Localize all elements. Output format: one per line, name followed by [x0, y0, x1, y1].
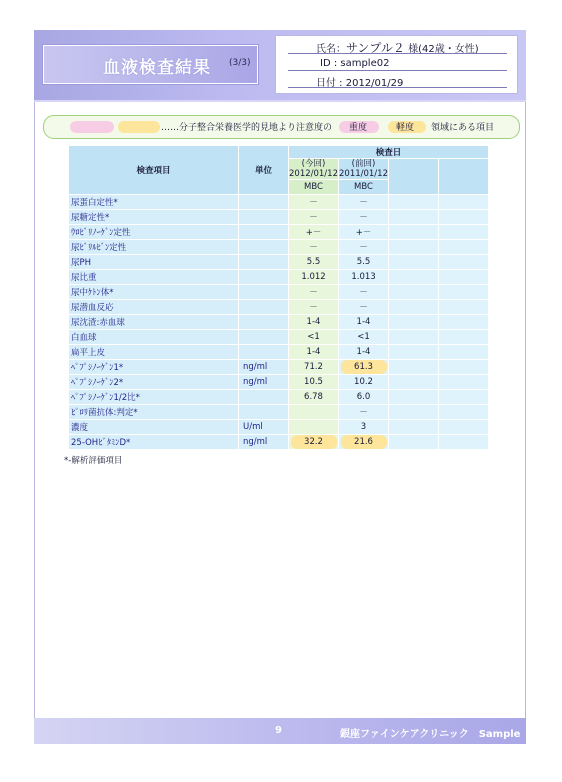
- empty-cell: [389, 330, 439, 345]
- table-row: [69, 270, 489, 285]
- previous-value: －: [339, 285, 389, 300]
- table-row: [69, 225, 489, 240]
- empty-cell: [389, 315, 439, 330]
- item-name: ﾍﾟﾌﾟｼﾉｰｹﾞﾝ1/2比*: [69, 390, 239, 405]
- unit: [239, 285, 289, 300]
- empty-cell: [389, 270, 439, 285]
- empty-cell: [389, 435, 439, 450]
- legend-high-label: 重度: [349, 123, 368, 133]
- empty-cell: [439, 360, 489, 375]
- empty-cell: [439, 300, 489, 315]
- legend-end-text: 領域にある項目: [431, 123, 495, 133]
- current-value: [289, 420, 339, 435]
- empty-cell: [389, 405, 439, 420]
- highlight-pill: 61.3: [341, 360, 387, 374]
- unit: ng/ml: [239, 435, 289, 450]
- item-name: ﾋﾟﾛﾘ菌抗体:判定*: [69, 405, 239, 420]
- legend-bar: [43, 115, 520, 139]
- empty-cell: [389, 375, 439, 390]
- unit: [239, 270, 289, 285]
- table-row: [69, 420, 489, 435]
- previous-lab: MBC: [339, 180, 389, 195]
- previous-value: 1-4: [339, 315, 389, 330]
- table-row: [69, 330, 489, 345]
- table-row: [69, 210, 489, 225]
- unit: U/ml: [239, 420, 289, 435]
- header-row-1: [69, 146, 489, 159]
- unit: ng/ml: [239, 375, 289, 390]
- previous-label: (前回): [351, 159, 376, 169]
- results-table: [68, 145, 489, 450]
- empty-cell: [439, 345, 489, 360]
- empty-cell: [389, 285, 439, 300]
- item-name: 尿糖定性*: [69, 210, 239, 225]
- previous-value: 10.2: [339, 375, 389, 390]
- item-name: 濃度: [69, 420, 239, 435]
- item-name: 25-OHﾋﾞﾀﾐﾝD*: [69, 435, 239, 450]
- empty-cell: [439, 315, 489, 330]
- empty-cell: [389, 195, 439, 210]
- highlight-pill: 21.6: [341, 435, 387, 449]
- table-row: [69, 345, 489, 360]
- table-row: [69, 390, 489, 405]
- item-name: ﾍﾟﾌﾟｼﾉｰｹﾞﾝ1*: [69, 360, 239, 375]
- empty-cell: [389, 360, 439, 375]
- unit: ng/ml: [239, 360, 289, 375]
- table-row: [69, 195, 489, 210]
- empty-cell: [439, 420, 489, 435]
- current-value: 10.5: [289, 375, 339, 390]
- item-name: 尿沈渣:赤血球: [69, 315, 239, 330]
- header-unit: 単位: [239, 146, 289, 195]
- empty-cell: [439, 435, 489, 450]
- empty-cell: [439, 375, 489, 390]
- unit: [239, 225, 289, 240]
- unit: [239, 330, 289, 345]
- current-value: －: [289, 240, 339, 255]
- empty-cell: [389, 420, 439, 435]
- header-empty-1: [389, 159, 439, 195]
- header-item: 検査項目: [69, 146, 239, 195]
- patient-name: サンプル２: [346, 41, 405, 55]
- item-name: 白血球: [69, 330, 239, 345]
- empty-cell: [439, 285, 489, 300]
- previous-value: <1: [339, 330, 389, 345]
- previous-value: [339, 435, 389, 450]
- table-row: [69, 315, 489, 330]
- item-name: 尿中ｹﾄﾝ体*: [69, 285, 239, 300]
- table-row: [69, 375, 489, 390]
- current-value: [289, 405, 339, 420]
- previous-value: 6.0: [339, 390, 389, 405]
- table-row: [69, 240, 489, 255]
- report-title: 血液検査結果: [103, 58, 211, 78]
- unit: [239, 345, 289, 360]
- footer-page-number: 9: [275, 725, 282, 736]
- previous-value: +－: [339, 225, 389, 240]
- current-value: 1-4: [289, 315, 339, 330]
- footnote: *-解析評価項目: [64, 456, 123, 466]
- empty-cell: [439, 225, 489, 240]
- item-name: 尿比重: [69, 270, 239, 285]
- patient-name-label: 氏名：: [316, 44, 346, 55]
- current-label: (今回): [301, 159, 326, 169]
- current-value: －: [289, 285, 339, 300]
- unit: [239, 240, 289, 255]
- table-row: [69, 405, 489, 420]
- current-value: 5.5: [289, 255, 339, 270]
- unit: [239, 195, 289, 210]
- previous-value: 3: [339, 420, 389, 435]
- legend-yellow-swatch: [118, 121, 160, 133]
- unit: [239, 255, 289, 270]
- patient-name-line: [316, 39, 479, 56]
- unit: [239, 405, 289, 420]
- empty-cell: [439, 405, 489, 420]
- previous-value: －: [339, 240, 389, 255]
- unit: [239, 210, 289, 225]
- item-name: 尿PH: [69, 255, 239, 270]
- previous-value: 5.5: [339, 255, 389, 270]
- current-value: －: [289, 210, 339, 225]
- empty-cell: [439, 330, 489, 345]
- item-name: 尿潜血反応: [69, 300, 239, 315]
- report-date: 日付 : 2012/01/29: [316, 78, 404, 89]
- table-row: [69, 285, 489, 300]
- previous-value: －: [339, 300, 389, 315]
- empty-cell: [389, 345, 439, 360]
- empty-cell: [389, 210, 439, 225]
- current-lab: MBC: [289, 180, 339, 195]
- previous-value: 1.013: [339, 270, 389, 285]
- unit: [239, 390, 289, 405]
- previous-value: －: [339, 210, 389, 225]
- empty-cell: [389, 390, 439, 405]
- unit: [239, 300, 289, 315]
- empty-cell: [389, 255, 439, 270]
- legend-description: ……分子整合栄養医学的見地より注意度の: [161, 123, 333, 133]
- patient-id: ID : sample02: [320, 58, 390, 69]
- empty-cell: [439, 195, 489, 210]
- empty-cell: [389, 240, 439, 255]
- empty-cell: [439, 255, 489, 270]
- item-name: 扁平上皮: [69, 345, 239, 360]
- previous-value: －: [339, 195, 389, 210]
- page-indicator: (3/3): [229, 58, 251, 68]
- patient-suffix: 様(42歳・女性): [408, 44, 479, 55]
- current-value: 6.78: [289, 390, 339, 405]
- current-value: －: [289, 195, 339, 210]
- table-row: [69, 300, 489, 315]
- item-name: ｳﾛﾋﾞﾘﾉｰｹﾞﾝ定性: [69, 225, 239, 240]
- empty-cell: [389, 225, 439, 240]
- id-underline: [288, 70, 507, 71]
- footer-clinic-name: 銀座ファインケアクリニック Sample: [340, 729, 521, 740]
- header-previous: [339, 159, 389, 180]
- legend-pink-swatch: [70, 121, 114, 133]
- empty-cell: [439, 240, 489, 255]
- empty-cell: [439, 390, 489, 405]
- current-value: +－: [289, 225, 339, 240]
- empty-cell: [439, 270, 489, 285]
- empty-cell: [389, 300, 439, 315]
- current-value: <1: [289, 330, 339, 345]
- unit: [239, 315, 289, 330]
- current-date: 2012/01/12: [289, 169, 338, 179]
- legend-low-label: 軽度: [396, 123, 415, 133]
- current-value: 71.2: [289, 360, 339, 375]
- previous-value: 1-4: [339, 345, 389, 360]
- current-value: 1-4: [289, 345, 339, 360]
- current-value: 1.012: [289, 270, 339, 285]
- item-name: 尿蛋白定性*: [69, 195, 239, 210]
- patient-info-box: [275, 35, 518, 94]
- header-divider: [34, 100, 526, 102]
- item-name: ﾍﾟﾌﾟｼﾉｰｹﾞﾝ2*: [69, 375, 239, 390]
- header-date-group: 検査日: [289, 146, 489, 159]
- previous-value: [339, 360, 389, 375]
- table-row: [69, 435, 489, 450]
- header-current: [289, 159, 339, 180]
- previous-date: 2011/01/12: [339, 169, 388, 179]
- empty-cell: [439, 210, 489, 225]
- table-row: [69, 255, 489, 270]
- current-value: －: [289, 300, 339, 315]
- current-value: [289, 435, 339, 450]
- previous-value: －: [339, 405, 389, 420]
- table-row: [69, 360, 489, 375]
- highlight-pill: 32.2: [291, 435, 337, 449]
- item-name: 尿ﾋﾞﾘﾙﾋﾞﾝ定性: [69, 240, 239, 255]
- header-empty-2: [439, 159, 489, 195]
